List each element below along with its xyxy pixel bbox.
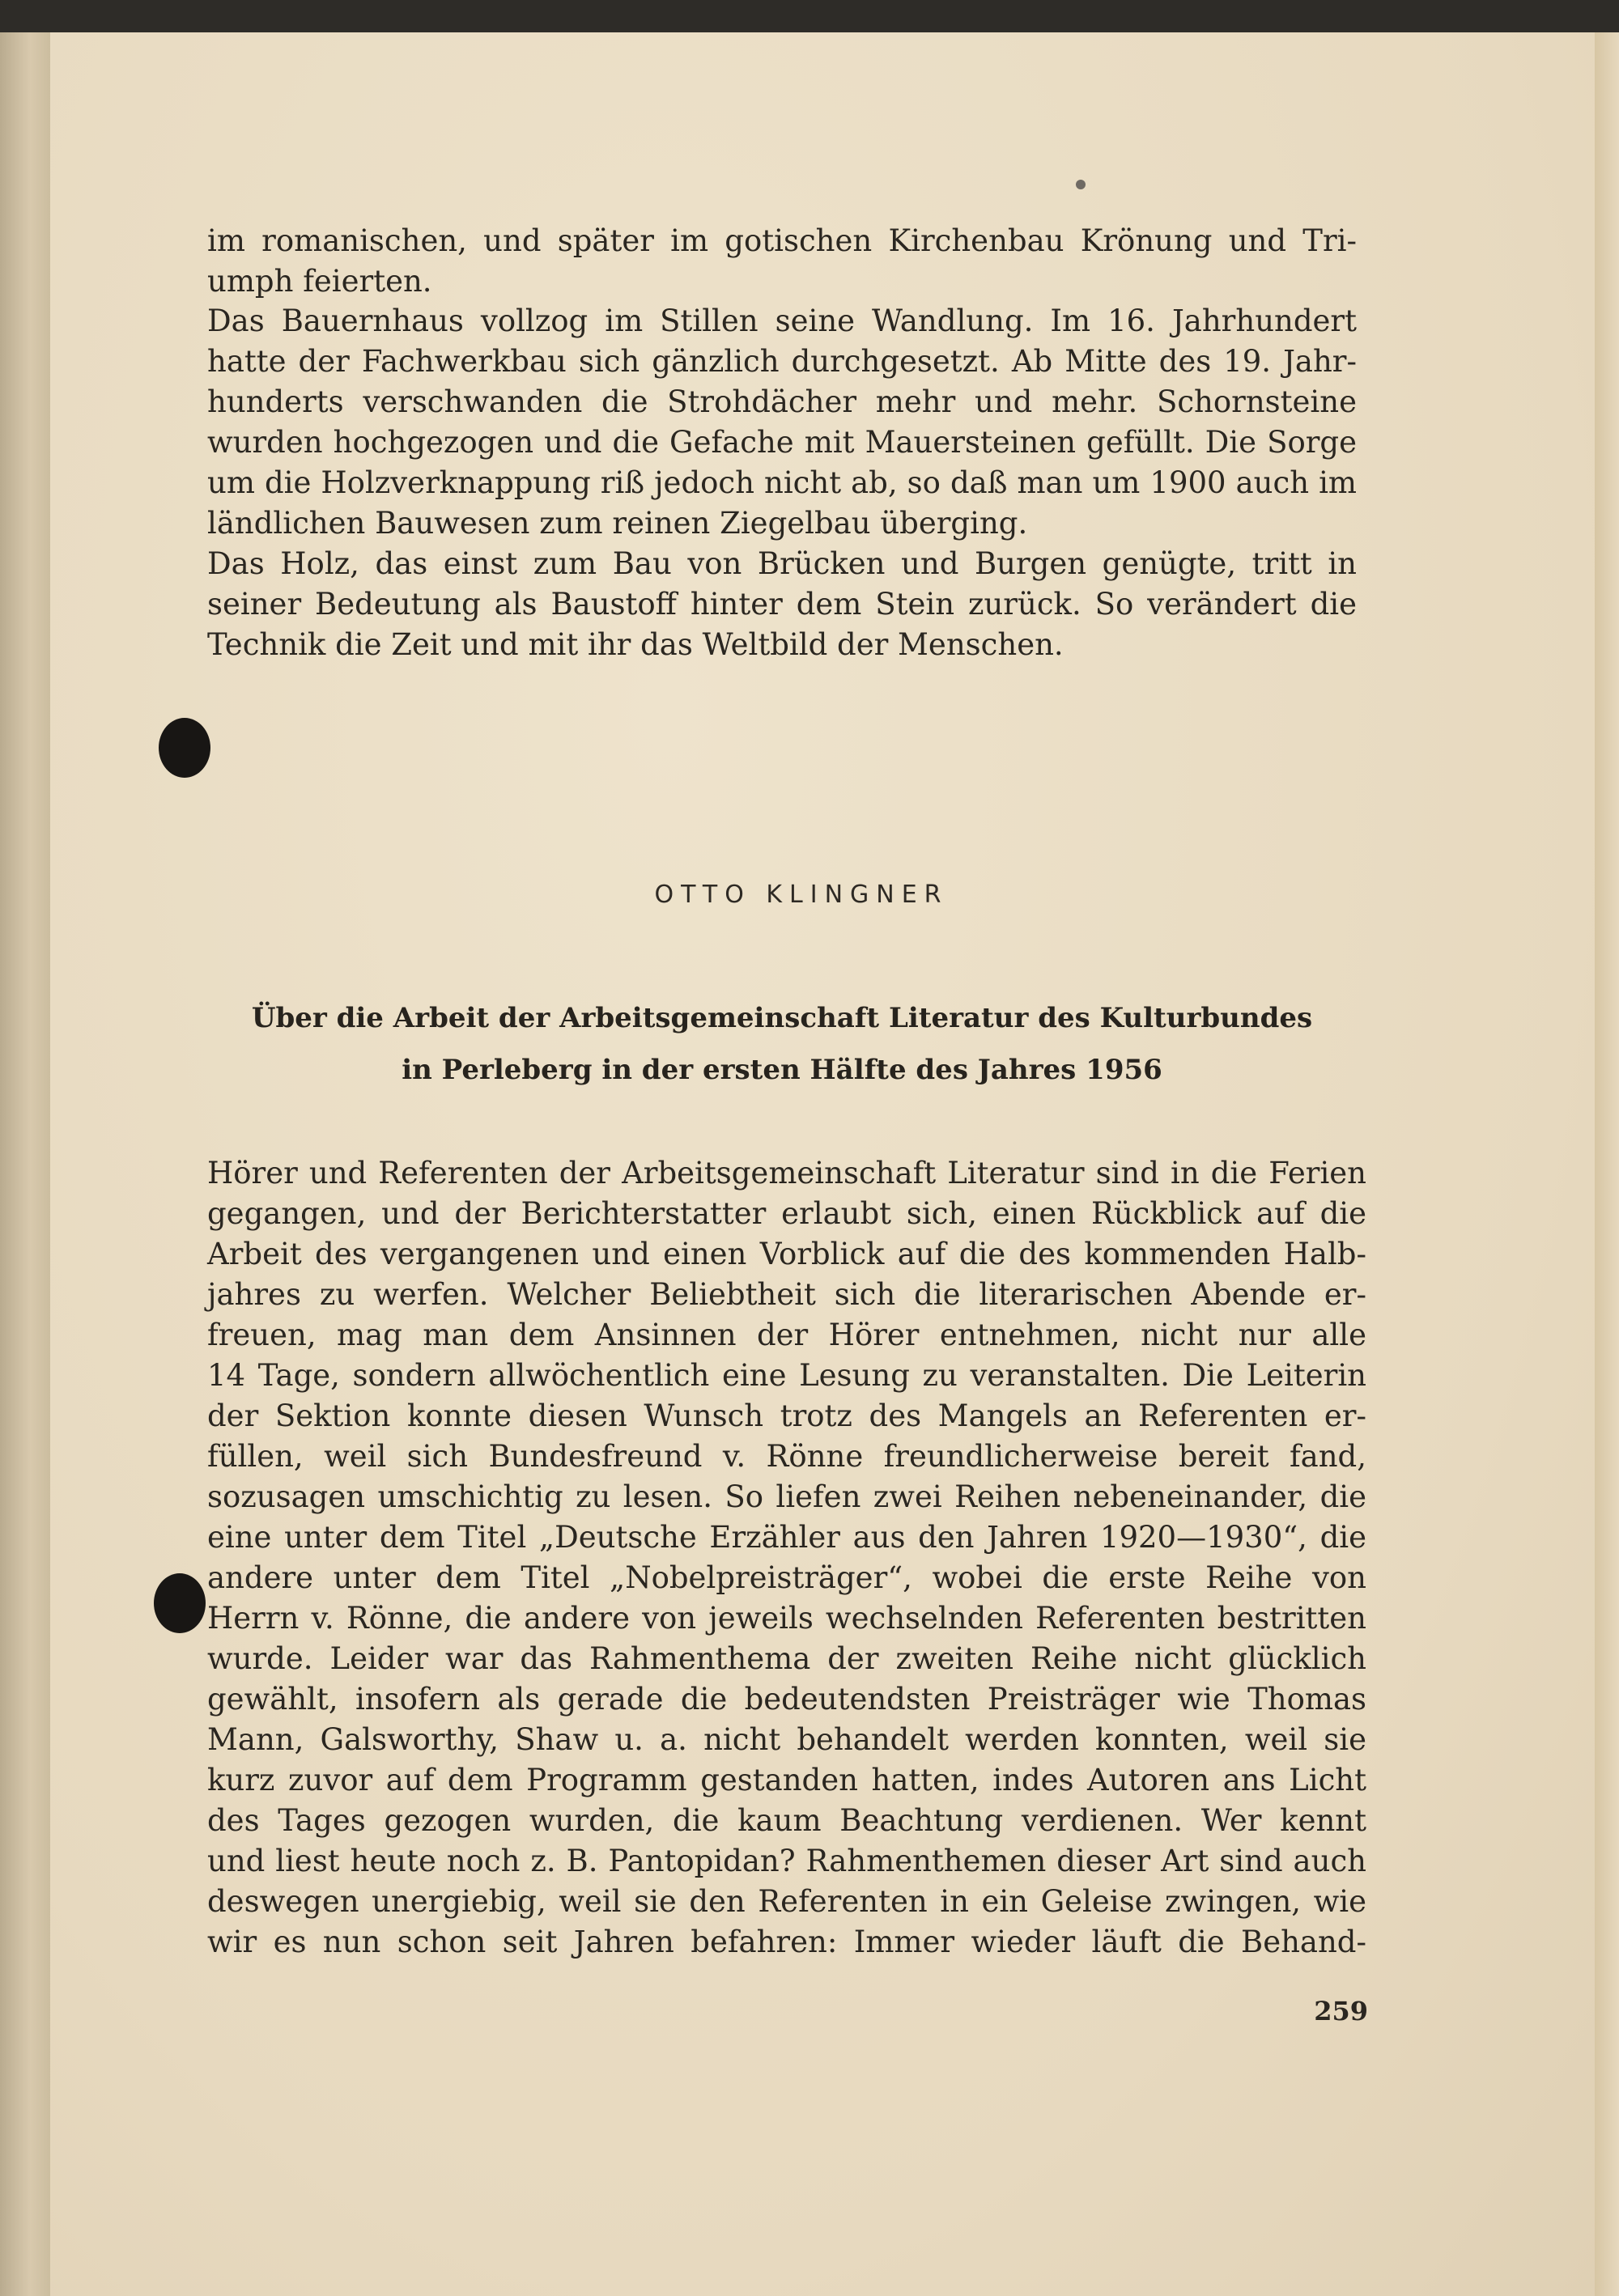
text-line: wurden hochgezogen und die Gefache mit Mauersteinen gefüllt. Die Sorge — [207, 425, 1357, 460]
text-line: umph feierten. — [207, 264, 432, 299]
author-name: OTTO KLINGNER — [654, 881, 949, 909]
text-line: der Sektion konnte diesen Wunsch trotz des Mangels an Referenten er- — [207, 1398, 1366, 1433]
paragraph-romanesque — [207, 221, 1357, 302]
text-line: gewählt, insofern als gerade die bedeutendsten Preisträger wie Thomas — [207, 1682, 1366, 1717]
text-line: füllen, weil sich Bundesfreund v. Rönne freundlicherweise bereit fand, — [207, 1439, 1366, 1474]
text-line: jahres zu werfen. Welcher Beliebtheit sich die literarischen Abende er- — [207, 1277, 1366, 1312]
text-line: deswegen unergiebig, weil sie den Referenten in ein Geleise zwingen, wie — [207, 1884, 1366, 1919]
text-line: und liest heute noch z. B. Pantopidan? Rahmenthemen dieser Art sind auch — [207, 1844, 1366, 1878]
article-title — [207, 992, 1357, 1096]
text-line: gegangen, und der Berichterstatter erlaubt sich, einen Rückblick auf die — [207, 1196, 1366, 1231]
paragraph-article-body — [207, 1153, 1366, 1963]
paragraph-farmhouse — [207, 301, 1357, 544]
text-line: wir es nun schon seit Jahren befahren: Immer wieder läuft die Behand- — [207, 1925, 1366, 1959]
previous-page-edge — [0, 32, 50, 2296]
text-line: eine unter dem Titel „Deutsche Erzähler aus den Jahren 1920—1930“, die — [207, 1520, 1366, 1555]
text-line: des Tages gezogen wurden, die kaum Beachtung verdienen. Wer kennt — [207, 1803, 1366, 1838]
text-line: freuen, mag man dem Ansinnen der Hörer entnehmen, nicht nur alle — [207, 1318, 1366, 1352]
text-line: Das Holz, das einst zum Bau von Brücken und Burgen genügte, tritt in — [207, 546, 1357, 581]
text-line: im romanischen, und später im gotischen Kirchenbau Krönung und Tri- — [207, 223, 1357, 258]
text-line: seiner Bedeutung als Baustoff hinter dem Stein zurück. So verändert die — [207, 587, 1357, 622]
page-right-edge — [1595, 32, 1619, 2296]
title-line: Über die Arbeit der Arbeitsgemeinschaft Literatur des Kulturbundes — [251, 1002, 1313, 1034]
text-line: kurz zuvor auf dem Programm gestanden hatten, indes Autoren ans Licht — [207, 1763, 1366, 1797]
text-line: hunderts verschwanden die Strohdächer mehr und mehr. Schornsteine — [207, 384, 1357, 419]
text-line: Arbeit des vergangenen und einen Vorblick auf die des kommenden Halb- — [207, 1237, 1366, 1271]
page-speck — [1076, 180, 1086, 189]
text-line: um die Holzverknappung riß jedoch nicht ab, so daß man um 1900 auch im — [207, 465, 1357, 500]
text-line: Herrn v. Rönne, die andere von jeweils wechselnden Referenten bestritten — [207, 1601, 1366, 1636]
text-line: hatte der Fachwerkbau sich gänzlich durchgesetzt. Ab Mitte des 19. Jahr- — [207, 344, 1357, 379]
text-line: ländlichen Bauwesen zum reinen Ziegelbau überging. — [207, 506, 1028, 541]
text-line: Technik die Zeit und mit ihr das Weltbild der Menschen. — [207, 627, 1064, 662]
text-line: Das Bauernhaus vollzog im Stillen seine Wandlung. Im 16. Jahrhundert — [207, 303, 1357, 338]
text-line: andere unter dem Titel „Nobelpreisträger“, wobei die erste Reihe von — [207, 1560, 1366, 1595]
text-line: Mann, Galsworthy, Shaw u. a. nicht behandelt werden konnten, weil sie — [207, 1722, 1366, 1757]
text-line: sozusagen umschichtig zu lesen. So liefen zwei Reihen nebeneinander, die — [207, 1479, 1366, 1514]
punch-hole-top — [159, 718, 210, 778]
punch-hole-bottom — [154, 1573, 206, 1633]
text-line: Hörer und Referenten der Arbeitsgemeinschaft Literatur sind in die Ferien — [207, 1156, 1366, 1190]
text-line: 14 Tage, sondern allwöchentlich eine Lesung zu veranstalten. Die Leiterin — [207, 1358, 1366, 1393]
page-number: 259 — [1314, 1996, 1368, 2027]
text-line: wurde. Leider war das Rahmenthema der zweiten Reihe nicht glücklich — [207, 1641, 1366, 1676]
title-line: in Perleberg in der ersten Hälfte des Jahres 1956 — [402, 1054, 1162, 1086]
paragraph-wood — [207, 544, 1357, 665]
